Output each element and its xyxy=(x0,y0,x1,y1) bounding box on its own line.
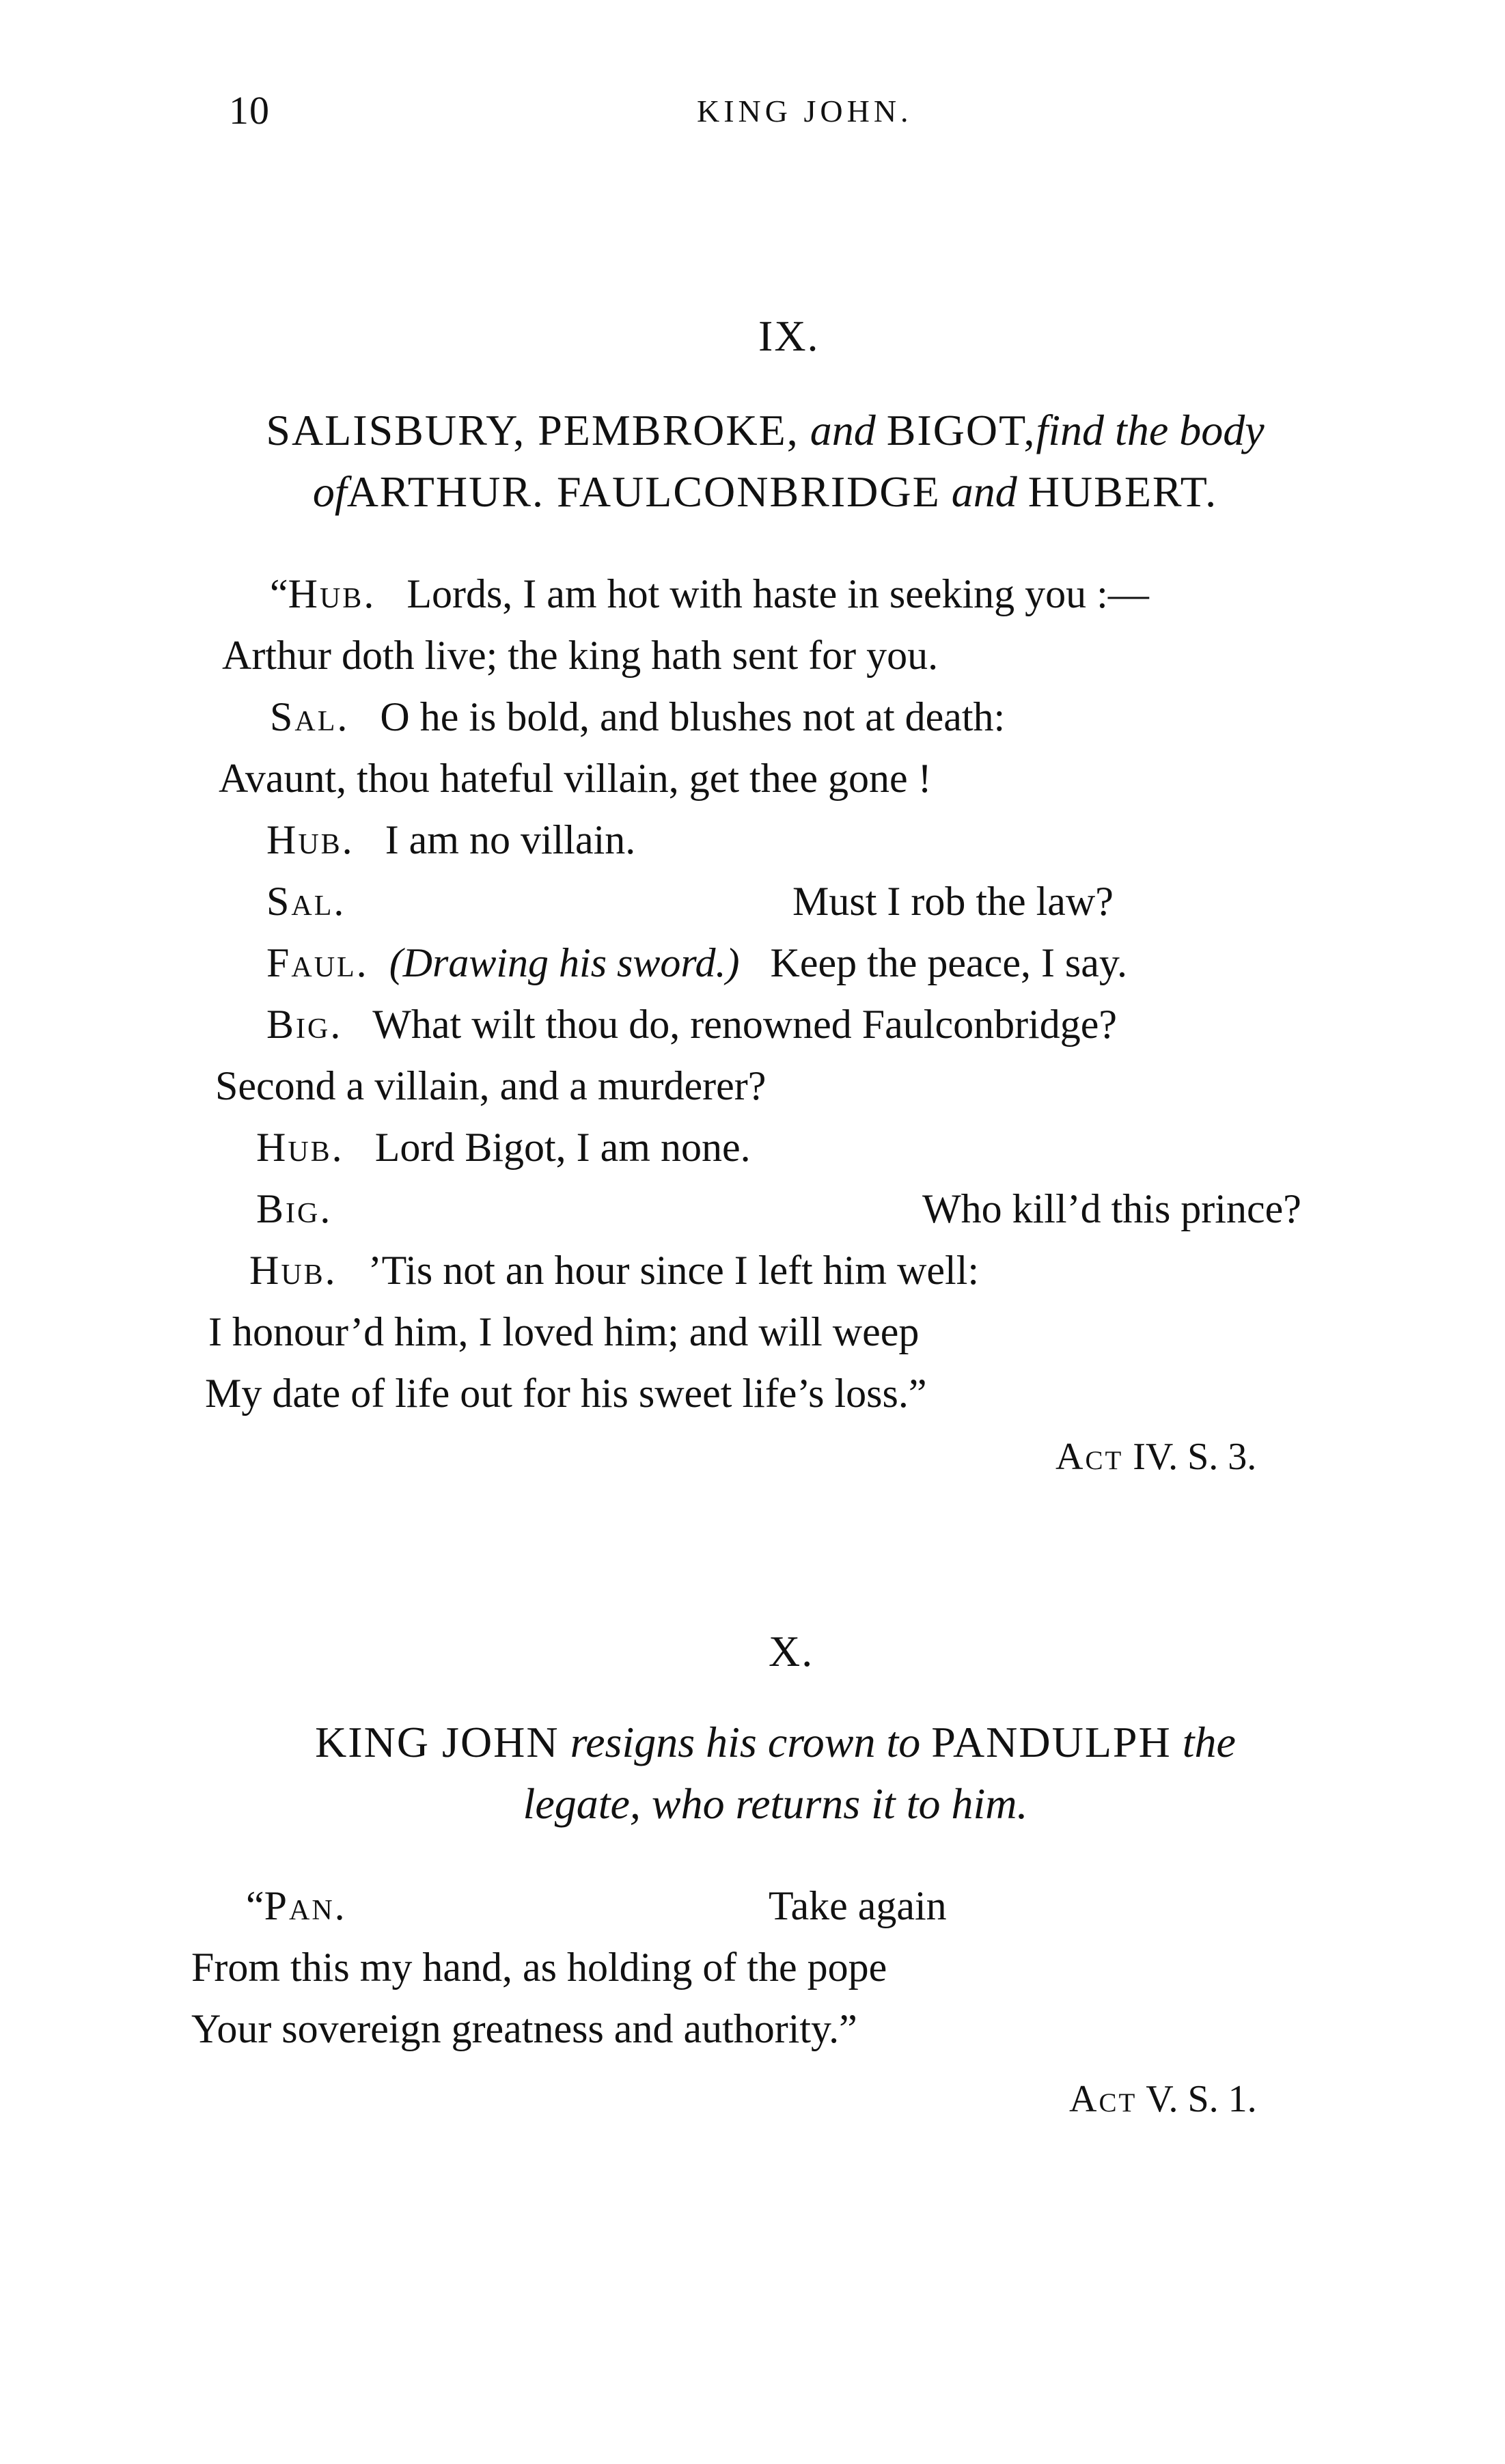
speaker-name: Hub. xyxy=(288,571,376,616)
speaker-name: Sal. xyxy=(270,694,350,739)
verse-line-continuation: Must I rob the law? xyxy=(792,879,1114,924)
verse-line: “Pan. xyxy=(246,1883,347,1928)
speaker-name: Hub. xyxy=(266,817,355,862)
section-number-x: X. xyxy=(769,1627,814,1675)
heading-text: PANDULPH xyxy=(931,1718,1172,1766)
heading-text: resigns his crown to xyxy=(570,1718,921,1766)
verse-line-continuation: Take again xyxy=(769,1883,947,1928)
verse-line: Hub. I am no villain. xyxy=(266,817,636,862)
page-number: 10 xyxy=(229,88,270,133)
heading-text: SALISBURY, PEMBROKE, xyxy=(266,406,799,454)
running-title: KING JOHN. xyxy=(697,94,913,128)
verse-line: Arthur doth live; the king hath sent for you. xyxy=(222,633,939,678)
speaker-name: Sal. xyxy=(266,879,346,924)
verse-line: Avaunt, thou hateful villain, get thee gone ! xyxy=(219,756,932,801)
section-ix-heading xyxy=(130,400,1400,523)
verse-line: I honour’d him, I loved him; and will weep xyxy=(208,1309,920,1354)
verse-line: “Hub. Lords, I am hot with haste in seeking you :— xyxy=(270,571,1149,616)
stage-direction: (Drawing his sword.) xyxy=(389,940,740,985)
speaker-name: Hub. xyxy=(249,1248,337,1293)
heading-text: find the body xyxy=(1036,406,1265,454)
speaker-name: Faul. xyxy=(266,940,369,985)
verse-line: From this my hand, as holding of the pope xyxy=(191,1945,887,1990)
verse-line xyxy=(266,878,346,925)
speaker-name: Big. xyxy=(266,1002,343,1047)
verse-line: Your sovereign greatness and authority.” xyxy=(191,2006,857,2051)
heading-text: the xyxy=(1182,1718,1236,1766)
verse-line: Hub. ’Tis not an hour since I left him well: xyxy=(249,1248,980,1293)
verse-line-continuation: Who kill’d this prince? xyxy=(922,1186,1301,1231)
heading-text: and xyxy=(951,467,1017,516)
heading-text: HUBERT. xyxy=(1027,467,1218,516)
verse-line: Hub. Lord Bigot, I am none. xyxy=(256,1125,751,1170)
verse-line: Sal. O he is bold, and blushes not at death: xyxy=(270,694,1006,739)
speaker-name: Big. xyxy=(256,1186,333,1231)
verse-line: Big. What wilt thou do, renowned Faulconbridge? xyxy=(266,1002,1117,1047)
heading-text: BIGOT, xyxy=(886,406,1036,454)
act-citation-ix: Act IV. S. 3. xyxy=(1055,1436,1257,1478)
verse-line: My date of life out for his sweet life’s loss.” xyxy=(205,1371,927,1416)
heading-text: ARTHUR. FAULCONBRIDGE xyxy=(346,467,941,516)
heading-text: and xyxy=(810,406,876,454)
verse-line: Second a villain, and a murderer? xyxy=(215,1063,767,1108)
section-number-ix: IX. xyxy=(758,312,820,360)
speaker-name: Pan. xyxy=(264,1883,347,1928)
verse-line xyxy=(256,1186,332,1233)
verse-line: Faul. (Drawing his sword.) Keep the peace, I say. xyxy=(266,940,1128,985)
act-citation-x: Act V. S. 1. xyxy=(1069,2078,1257,2120)
speaker-name: Hub. xyxy=(256,1125,344,1170)
heading-text: KING JOHN xyxy=(315,1718,560,1766)
heading-text: legate, who returns it to him. xyxy=(523,1779,1028,1828)
section-x-heading xyxy=(140,1712,1411,1835)
heading-text: of xyxy=(312,467,347,516)
